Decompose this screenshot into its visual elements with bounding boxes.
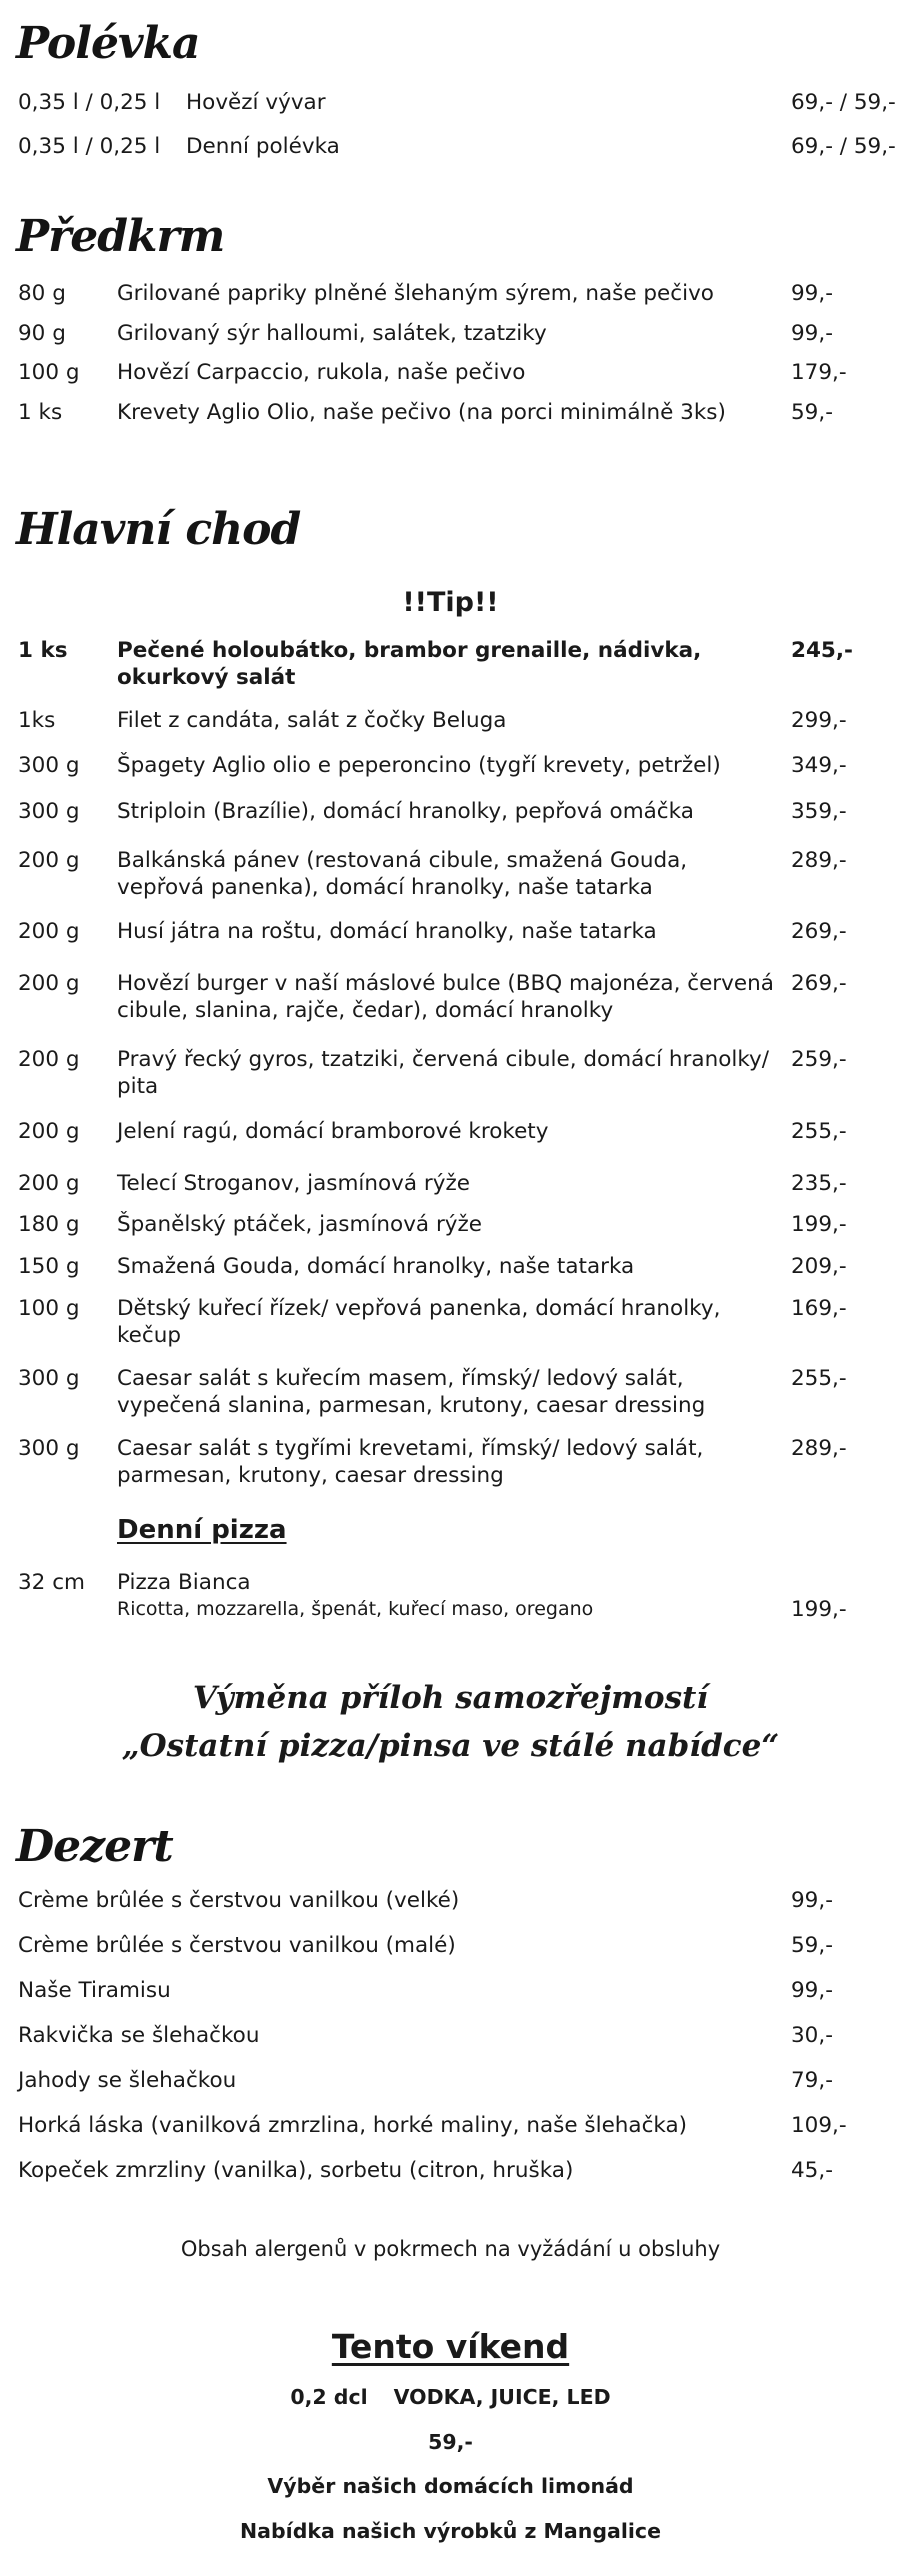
item-price: 269,-	[791, 919, 847, 944]
item-name: Rakvička se šlehačkou	[18, 2023, 260, 2048]
item-price: 259,-	[791, 1047, 847, 1072]
item-price: 199,-	[791, 1212, 847, 1237]
item-quantity: 100 g	[18, 360, 80, 385]
item-name: Pečené holoubátko, brambor grenaille, nádivka, okurkový salát	[117, 638, 702, 690]
item-price: 169,-	[791, 1296, 847, 1321]
item-name: Horká láska (vanilková zmrzlina, horké maliny, naše šlehačka)	[18, 2113, 688, 2138]
item-quantity: 200 g	[18, 1119, 80, 1144]
item-price: 109,-	[791, 2113, 847, 2138]
item-quantity: 1 ks	[18, 400, 63, 425]
item-price: 245,-	[791, 638, 853, 663]
pizza-heading: Denní pizza	[117, 1515, 287, 1545]
item-name: Hovězí burger v naší máslové bulce (BBQ majonéza, červená cibule, slanina, rajče, čedar), domácí hranolky	[117, 971, 774, 1023]
item-price: 69,- / 59,-	[791, 134, 896, 159]
section-title-soup: Polévka	[16, 18, 200, 69]
drink-price: 59,-	[428, 2430, 473, 2454]
item-price: 349,-	[791, 753, 847, 778]
item-price: 45,-	[791, 2158, 833, 2183]
item-price: 30,-	[791, 2023, 833, 2048]
item-price: 99,-	[791, 281, 833, 306]
item-name: Jahody se šlehačkou	[18, 2068, 237, 2093]
item-price: 69,- / 59,-	[791, 90, 896, 115]
item-name: Jelení ragú, domácí bramborové krokety	[117, 1119, 549, 1144]
tip-heading: !!Tip!!	[402, 587, 499, 618]
section-title-starter: Předkrm	[16, 211, 225, 262]
item-quantity: 300 g	[18, 753, 80, 778]
item-name: Telecí Stroganov, jasmínová rýže	[117, 1171, 470, 1196]
item-name: Filet z candáta, salát z čočky Beluga	[117, 708, 507, 733]
weekend-lemonades: Výběr našich domácích limonád	[267, 2474, 634, 2498]
sides-note: Výměna příloh samozřejmostí	[192, 1680, 709, 1716]
item-name: Husí játra na roštu, domácí hranolky, naše tatarka	[117, 919, 657, 944]
item-price: 235,-	[791, 1171, 847, 1196]
item-price: 359,-	[791, 799, 847, 824]
item-price: 179,-	[791, 360, 847, 385]
item-name: Crème brûlée s čerstvou vanilkou (malé)	[18, 1933, 456, 1958]
item-name: Smažená Gouda, domácí hranolky, naše tatarka	[117, 1254, 635, 1279]
item-price: 289,-	[791, 1436, 847, 1461]
item-name: Dětský kuřecí řízek/ vepřová panenka, domácí hranolky, kečup	[117, 1296, 721, 1348]
item-quantity: 80 g	[18, 281, 66, 306]
pizza-note: „Ostatní pizza/pinsa ve stálé nabídce“	[121, 1728, 780, 1764]
item-quantity: 150 g	[18, 1254, 80, 1279]
item-name: Caesar salát s tygřími krevetami, římský/ ledový salát, parmesan, krutony, caesar dressing	[117, 1436, 704, 1488]
item-quantity: 300 g	[18, 1366, 80, 1391]
item-quantity: 300 g	[18, 1436, 80, 1461]
pizza-name: Pizza Bianca	[117, 1570, 251, 1595]
item-price: 99,-	[791, 321, 833, 346]
item-quantity: 200 g	[18, 1171, 80, 1196]
item-name: Denní polévka	[186, 134, 340, 159]
item-name: Kopeček zmrzliny (vanilka), sorbetu (citron, hruška)	[18, 2158, 574, 2183]
item-price: 255,-	[791, 1119, 847, 1144]
item-name: Grilované papriky plněné šlehaným sýrem, naše pečivo	[117, 281, 714, 306]
pizza-ingredients: Ricotta, mozzarella, špenát, kuřecí maso, oregano	[117, 1598, 594, 1620]
item-quantity: 100 g	[18, 1296, 80, 1321]
item-price: 199,-	[791, 1597, 847, 1622]
item-quantity: 200 g	[18, 919, 80, 944]
item-quantity: 180 g	[18, 1212, 80, 1237]
item-quantity: 200 g	[18, 971, 80, 996]
item-price: 99,-	[791, 1888, 833, 1913]
item-quantity: 0,35 l / 0,25 l	[18, 90, 161, 115]
item-quantity: 300 g	[18, 799, 80, 824]
item-name: Naše Tiramisu	[18, 1978, 171, 2003]
item-name: Grilovaný sýr halloumi, salátek, tzatziky	[117, 321, 547, 346]
item-name: Španělský ptáček, jasmínová rýže	[117, 1212, 483, 1237]
section-title-dessert: Dezert	[16, 1821, 173, 1872]
item-name: Hovězí vývar	[186, 90, 326, 115]
weekend-mangalica: Nabídka našich výrobků z Mangalice	[240, 2519, 661, 2543]
item-name: Caesar salát s kuřecím masem, římský/ ledový salát, vypečená slanina, parmesan, krutony, caesar dressing	[117, 1366, 706, 1418]
item-quantity: 200 g	[18, 848, 80, 873]
item-quantity: 200 g	[18, 1047, 80, 1072]
item-price: 299,-	[791, 708, 847, 733]
item-name: Špagety Aglio olio e peperoncino (tygří krevety, petržel)	[117, 753, 721, 778]
item-price: 209,-	[791, 1254, 847, 1279]
item-name	[117, 1569, 777, 1623]
drink-quantity: 0,2 dcl	[290, 2385, 368, 2409]
item-quantity: 0,35 l / 0,25 l	[18, 134, 161, 159]
item-name: Krevety Aglio Olio, naše pečivo (na porci minimálně 3ks)	[117, 400, 726, 425]
drink-name: VODKA, JUICE, LED	[393, 2385, 611, 2409]
item-quantity: 32 cm	[18, 1570, 85, 1595]
item-quantity: 90 g	[18, 321, 66, 346]
item-quantity: 1ks	[18, 708, 56, 733]
item-name: Pravý řecký gyros, tzatziki, červená cibule, domácí hranolky/ pita	[117, 1047, 769, 1099]
item-price: 269,-	[791, 971, 847, 996]
item-price: 79,-	[791, 2068, 833, 2093]
item-price: 99,-	[791, 1978, 833, 2003]
item-price: 255,-	[791, 1366, 847, 1391]
weekend-drink	[0, 2385, 901, 2409]
item-name: Hovězí Carpaccio, rukola, naše pečivo	[117, 360, 526, 385]
section-title-main: Hlavní chod	[16, 504, 301, 555]
item-price: 59,-	[791, 400, 833, 425]
item-price: 59,-	[791, 1933, 833, 1958]
item-price: 289,-	[791, 848, 847, 873]
weekend-title: Tento víkend	[331, 2327, 570, 2366]
item-quantity: 1 ks	[18, 638, 68, 663]
item-name: Crème brûlée s čerstvou vanilkou (velké)	[18, 1888, 460, 1913]
item-name: Balkánská pánev (restovaná cibule, smažená Gouda, vepřová panenka), domácí hranolky, naše tatarka	[117, 848, 688, 900]
item-name: Striploin (Brazílie), domácí hranolky, pepřová omáčka	[117, 799, 694, 824]
allergen-note: Obsah alergenů v pokrmech na vyžádání u obsluhy	[180, 2237, 721, 2261]
